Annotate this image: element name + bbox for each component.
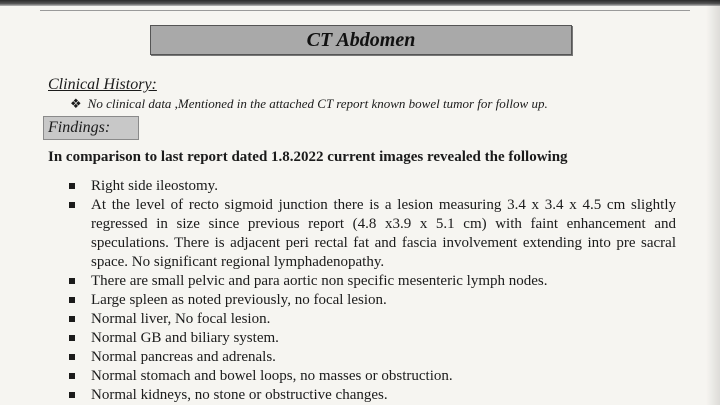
- square-bullet-icon: [69, 183, 75, 189]
- finding-item: [66, 386, 676, 405]
- square-bullet-icon: [69, 354, 75, 360]
- square-bullet-icon: [69, 392, 75, 398]
- square-bullet-icon: [69, 202, 75, 208]
- finding-item: [66, 177, 676, 196]
- finding-text: Right side ileostomy.: [91, 178, 218, 194]
- diamond-bullet-icon: ❖: [70, 96, 82, 111]
- finding-text: Normal pancreas and adrenals.: [91, 349, 276, 365]
- scan-edge-shadow: [706, 0, 720, 405]
- finding-text: There are small pelvic and para aortic non specific mesenteric lymph nodes.: [91, 273, 548, 289]
- report-title-box: [150, 25, 572, 55]
- scan-edge-top: [0, 0, 720, 6]
- finding-text: Normal GB and biliary system.: [91, 330, 279, 346]
- findings-list: [66, 177, 676, 405]
- clinical-history-heading: Clinical History:: [48, 76, 157, 93]
- square-bullet-icon: [69, 278, 75, 284]
- clinical-history-text: No clinical data ,Mentioned in the attached CT report known bowel tumor for follow up.: [87, 96, 548, 111]
- finding-text: Large spleen as noted previously, no focal lesion.: [91, 292, 387, 308]
- finding-text: Normal kidneys, no stone or obstructive changes.: [91, 387, 388, 403]
- divider-line: [40, 10, 690, 11]
- square-bullet-icon: [69, 316, 75, 322]
- finding-item: [66, 291, 676, 310]
- finding-item: [66, 367, 676, 386]
- findings-heading: Findings:: [48, 119, 111, 136]
- findings-heading-box: [43, 116, 139, 140]
- finding-item: [66, 310, 676, 329]
- square-bullet-icon: [69, 335, 75, 341]
- comparison-statement: In comparison to last report dated 1.8.2022 current images revealed the following: [48, 149, 568, 165]
- finding-text: Normal stomach and bowel loops, no masses or obstruction.: [91, 368, 453, 384]
- finding-text: Normal liver, No focal lesion.: [91, 311, 271, 327]
- finding-item: [66, 272, 676, 291]
- finding-item: [66, 348, 676, 367]
- finding-item: [66, 329, 676, 348]
- finding-text: At the level of recto sigmoid junction there is a lesion measuring 3.4 x 3.4 x 4.5 cm slightly regressed in size since previous report (4.8 x3.9 x 5.1 cm) with faint enhancement and speculations. There is adjacent peri rectal fat and fascia involvement extending into pre sacral space. No significant regional lymphadenopathy.: [91, 197, 676, 270]
- square-bullet-icon: [69, 297, 75, 303]
- clinical-history-item: [70, 96, 548, 112]
- square-bullet-icon: [69, 373, 75, 379]
- finding-item: [66, 196, 676, 272]
- report-title: CT Abdomen: [306, 28, 416, 51]
